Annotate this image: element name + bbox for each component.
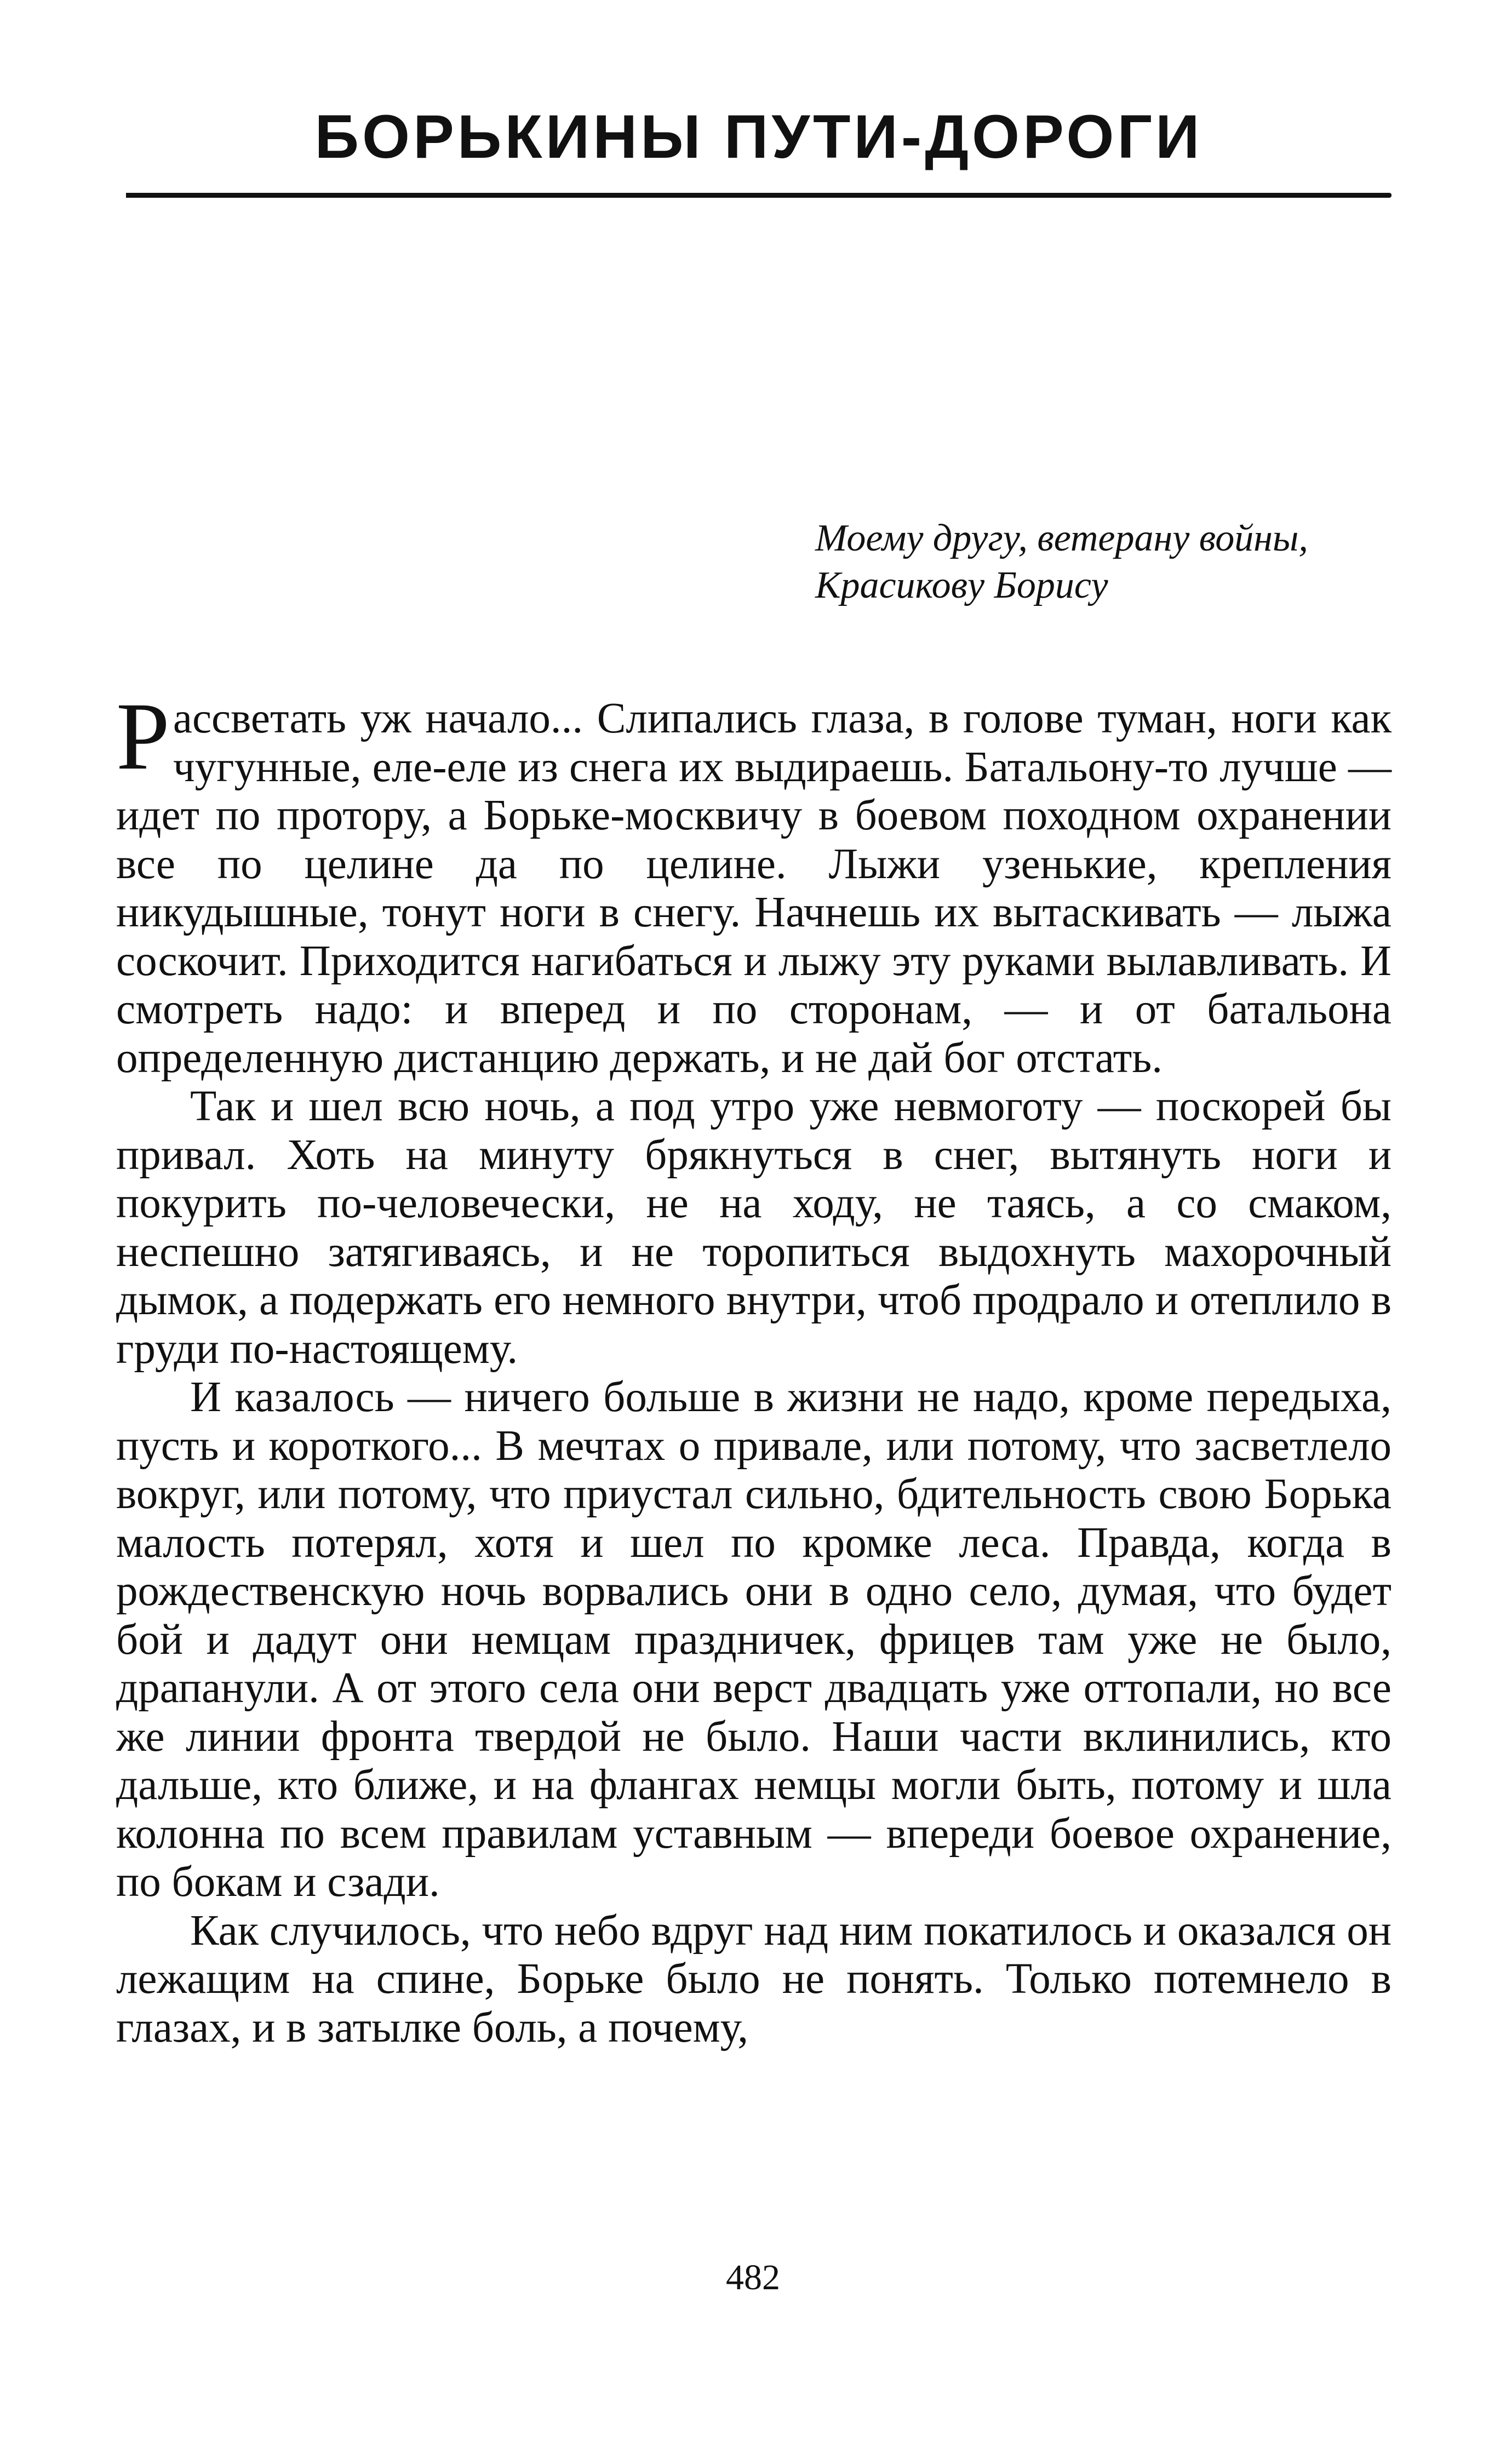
dedication-line-1: Моему другу, ветерану войны,: [815, 517, 1308, 559]
paragraph: И казалось — ничего больше в жизни не надо, кроме передыха, пусть и короткого... В мечтах о привале, или потому, что засветлело вокруг, или потому, что приустал сильно, бдительность свою Борька малость потерял, хотя и шел по кромке леса. Правда, когда в рождественскую ночь ворвались они в одно село, думая, что будет бой и дадут они немцам праздничек, фрицев там уже не было, драпанули. А от этого села они верст двадцать уже оттопали, но все же линии фронта твердой не было. Наши части вклинились, кто дальше, кто ближе, и на флангах немцы могли быть, потому и шла колонна по всем правилам уставным — впереди боевое охранение, по бокам и сзади.: [116, 1373, 1392, 1906]
paragraph: Рассветать уж начало... Слипались глаза, в голове туман, ноги как чугунные, еле-еле из снега их выдираешь. Батальону-то лучше — идет по протору, а Борьке-москвичу в боевом походном охранении все по целине да по целине. Лыжи узенькие, крепления никудышные, тонут ноги в снегу. Начнешь их вытаскивать — лыжа соскочит. Приходится нагибаться и лыжу эту руками вылавливать. И смотреть надо: и вперед и по сторонам, — и от батальона определенную дистанцию держать, и не дай бог отстать.: [116, 683, 1392, 1082]
page-number: 482: [726, 2257, 780, 2297]
paragraph: Как случилось, что небо вдруг над ним покатилось и оказался он лежащим на спине, Борьке было не понять. Только потемнело в глазах, и в затылке боль, а почему,: [116, 1906, 1392, 2052]
dedication: [815, 515, 1396, 609]
chapter-title: БОРЬКИНЫ ПУТИ-ДОРОГИ: [314, 102, 1203, 171]
dedication-line-2: Красикову Борису: [815, 564, 1108, 606]
title-rule: [126, 193, 1392, 198]
paragraph: Так и шел всю ночь, а под утро уже невмоготу — поскорей бы привал. Хоть на минуту брякнуться в снег, вытянуть ноги и покурить по-человечески, не на ходу, не таясь, а со смаком, неспешно затягиваясь, и не торопиться выдохнуть махорочный дымок, а подержать его немного внутри, чтоб продрало и отеплило в груди по-настоящему.: [116, 1082, 1392, 1373]
body-text: [116, 683, 1392, 2052]
